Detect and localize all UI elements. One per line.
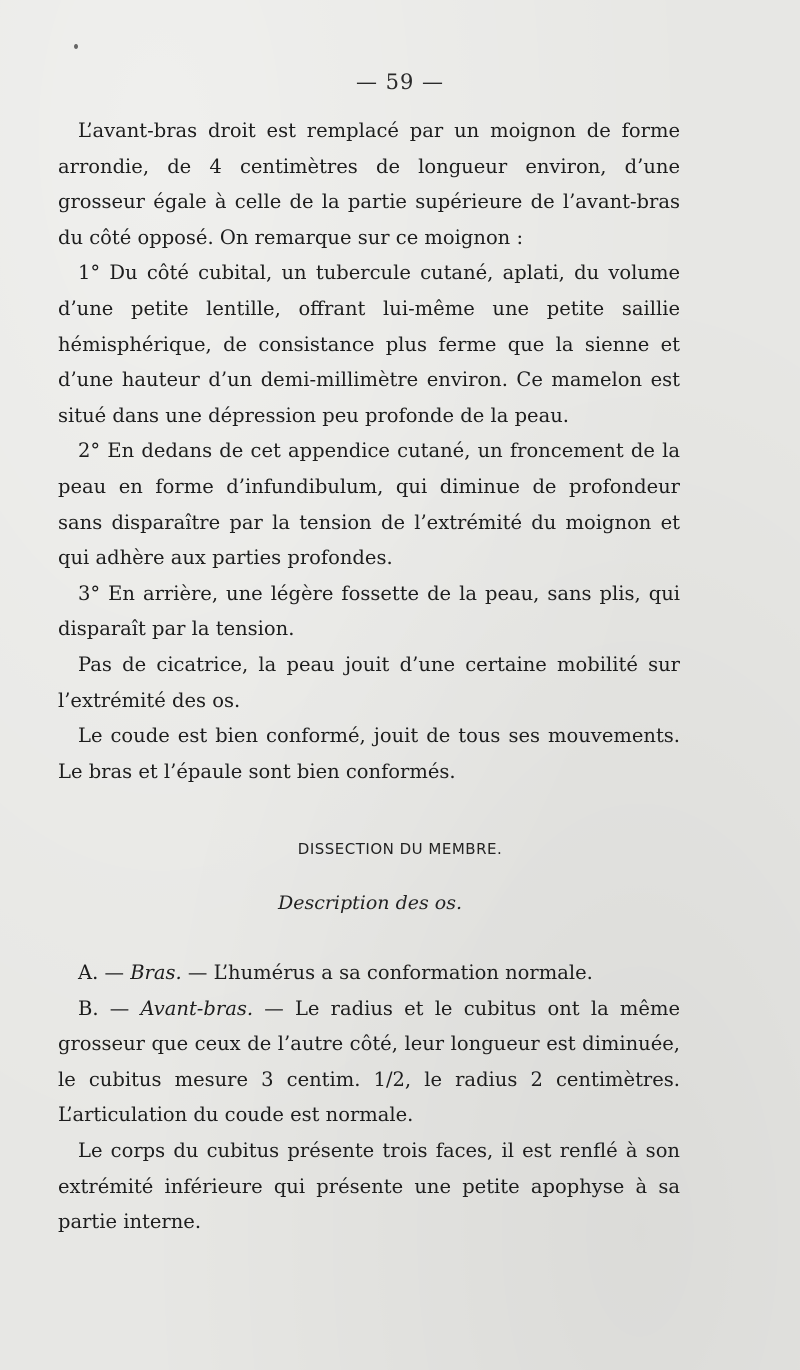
avant-bras-prefix: B. — [78,996,141,1020]
paragraph-infundibulum: 2° En dedans de cet appendice cutané, un froncement de la peau en forme d’infundibulum, qui diminue de profondeur sans disparaître par la tension de l’extrémité du moignon et qui adhère aux parties profondes. [58,439,680,570]
bras-text: — L’humérus a sa conformation normale. [181,961,593,984]
bras-label: Bras. [130,961,182,984]
paragraph-cubitus-body: Le corps du cubitus présente trois faces, il est renflé à son extrémité inférieure qui présente une petite apophyse à sa partie interne. [58,1138,680,1234]
paragraph-bras [58,955,680,991]
avant-bras-label: Avant-bras. [140,996,254,1020]
paragraph-stump-description: L’avant-bras droit est remplacé par un moignon de forme arrondie, de 4 centimètres de longueur environ, d’une grosseur égale à celle de la partie supérieure de l’avant-bras du côté opposé. On remarque sur ce moignon : [58,119,680,249]
body-text-bottom [58,955,680,1240]
paragraph-fossette: 3° En arrière, une légère fossette de la peau, sans plis, qui disparaît par la tension. [58,581,680,641]
section-heading: DISSECTION DU MEMBRE. [297,840,503,858]
section-subheading: Description des os. [277,892,463,914]
paragraph-no-scar: Pas de cicatrice, la peau jouit d’une certaine mobilité sur l’extrémité des os. [58,652,680,712]
page-number: — 59 — [355,70,445,94]
paragraph-elbow: Le coude est bien conformé, jouit de tous ses mouvements. Le bras et l’épaule sont bien conformés. [58,724,680,783]
avant-bras-text: — Le radius et le cubitus ont la même grosseur que ceux de l’autre côté, leur longueur est diminuée, le cubitus mesure 3 centim. 1/2, le radius 2 centimètres. L’articulation du coude est normale. [58,996,680,1127]
bras-prefix: A. — [78,961,131,984]
paragraph-cubital-side: 1° Du côté cubital, un tubercule cutané, aplati, du volume d’une petite lentille, offrant lui-même une petite saillie hémisphérique, de consistance plus ferme que la sienne et d’une hauteur d’un demi-millimètre environ. Ce mamelon est situé dans une dépression peu profonde de la peau. [58,261,680,427]
paragraph-avant-bras [58,991,680,1133]
ink-speck [74,44,78,49]
body-text-top [58,113,680,789]
